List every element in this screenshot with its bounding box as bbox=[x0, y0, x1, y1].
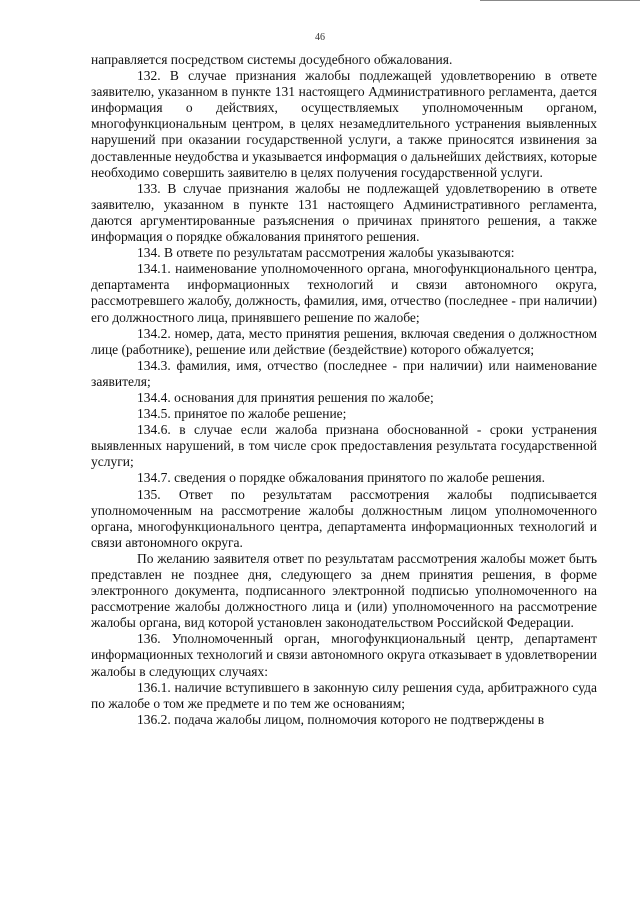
paragraph-134: 134. В ответе по результатам рассмотрения жалобы указываются: bbox=[137, 245, 515, 261]
paragraph-136: 136. Уполномоченный орган, многофункциональный центр, департамент информационных технологий и связи автономного округа отказывает в удовлетворении жалобы в следующих случаях: bbox=[91, 631, 597, 679]
paragraph-135: 135. Ответ по результатам рассмотрения жалобы подписывается уполномоченным на рассмотрение жалобы должностным лицом уполномоченного органа, многофункционального центра, департамента информационных технологий и связи автономного округа. bbox=[91, 486, 597, 550]
page-number: 46 bbox=[315, 32, 325, 43]
paragraph-132: 132. В случае признания жалобы подлежащей удовлетворению в ответе заявителю, указанном в пункте 131 настоящего Административного регламента, дается информация о действиях, осуществляемых уполномоченным органом, многофункциональным центром, в целях незамедлительного устранения выявленных нарушений при оказании государственной услуги, а также приносятся извинения за доставленные неудобства и указывается информация о дальнейших действиях, которые необходимо совершить заявителю в целях получения государственной услуги. bbox=[91, 68, 597, 180]
paragraph-133: 133. В случае признания жалобы не подлежащей удовлетворению в ответе заявителю, указанном в пункте 131 настоящего Административного регламента, даются аргументированные разъяснения о причинах принятого решения, а также информация о порядке обжалования принятого решения. bbox=[91, 180, 597, 245]
paragraph-134-4: 134.4. основания для принятия решения по жалобе; bbox=[137, 389, 434, 405]
document-body bbox=[91, 52, 597, 728]
paragraph-134-5: 134.5. принятое по жалобе решение; bbox=[137, 406, 347, 422]
page-edge-line bbox=[480, 0, 640, 1]
paragraph-continuation: направляется посредством системы досудебного обжалования. bbox=[91, 52, 453, 67]
paragraph-136-2: 136.2. подача жалобы лицом, полномочия которого не подтверждены в bbox=[137, 711, 545, 727]
paragraph-134-2: 134.2. номер, дата, место принятия решения, включая сведения о должностном лице (работнике), решение или действие (бездействие) которого обжалуется; bbox=[91, 325, 597, 357]
paragraph-135-addendum: По желанию заявителя ответ по результатам рассмотрения жалобы может быть представлен не позднее дня, следующего за днем принятия решения, в форме электронного документа, подписанного электронной подписью уполномоченного на рассмотрение жалобы должностного лица и (или) уполномоченного на рассмотрение жалобы органа, вид которой установлен законодательством Российской Федерации. bbox=[91, 550, 597, 631]
paragraph-134-3: 134.3. фамилия, имя, отчество (последнее - при наличии) или наименование заявителя; bbox=[91, 357, 597, 389]
paragraph-134-6: 134.6. в случае если жалоба признана обоснованной - сроки устранения выявленных нарушений, в том числе срок предоставления результата государственной услуги; bbox=[91, 422, 597, 470]
paragraph-134-7: 134.7. сведения о порядке обжалования принятого по жалобе решения. bbox=[137, 470, 545, 486]
paragraph-136-1: 136.1. наличие вступившего в законную силу решения суда, арбитражного суда по жалобе о том же предмете и по тем же основаниям; bbox=[91, 679, 597, 711]
paragraph-134-1: 134.1. наименование уполномоченного органа, многофункционального центра, департамента информационных технологий и связи автономного округа, рассмотревшего жалобу, должность, фамилия, имя, отчество (последнее - при наличии) его должностного лица, принявшего решение по жалобе; bbox=[91, 261, 597, 325]
